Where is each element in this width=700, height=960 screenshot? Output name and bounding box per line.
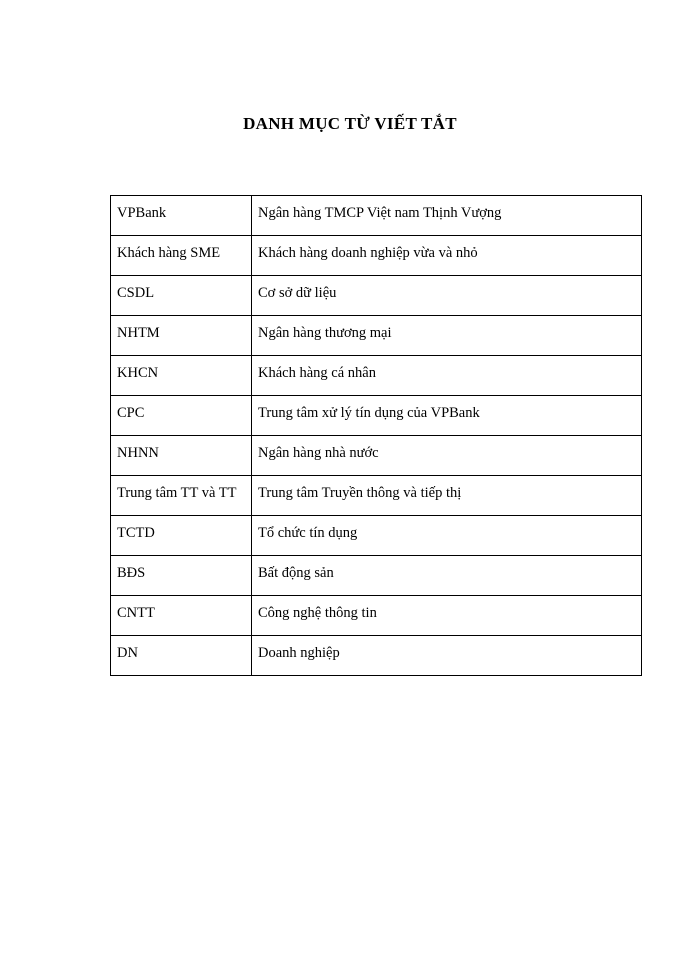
meaning-cell: Khách hàng doanh nghiệp vừa và nhỏ — [252, 236, 642, 276]
table-row — [111, 236, 642, 276]
abbreviation-cell: Khách hàng SME — [111, 236, 252, 276]
meaning-cell: Ngân hàng nhà nước — [252, 436, 642, 476]
meaning-cell: Cơ sở dữ liệu — [252, 276, 642, 316]
abbreviation-cell: CNTT — [111, 596, 252, 636]
table-row — [111, 316, 642, 356]
meaning-cell: Ngân hàng TMCP Việt nam Thịnh Vượng — [252, 196, 642, 236]
abbreviation-cell: Trung tâm TT và TT — [111, 476, 252, 516]
table-row — [111, 276, 642, 316]
meaning-cell: Bất động sản — [252, 556, 642, 596]
meaning-cell: Tổ chức tín dụng — [252, 516, 642, 556]
table-row — [111, 396, 642, 436]
table-row — [111, 436, 642, 476]
table-row — [111, 636, 642, 676]
table-row — [111, 556, 642, 596]
table-row — [111, 356, 642, 396]
meaning-cell: Công nghệ thông tin — [252, 596, 642, 636]
abbreviation-cell: CSDL — [111, 276, 252, 316]
abbreviation-table — [110, 195, 642, 676]
abbreviation-cell: BĐS — [111, 556, 252, 596]
abbreviation-cell: NHTM — [111, 316, 252, 356]
meaning-cell: Trung tâm Truyền thông và tiếp thị — [252, 476, 642, 516]
table-row — [111, 476, 642, 516]
abbreviation-cell: CPC — [111, 396, 252, 436]
abbreviation-cell: VPBank — [111, 196, 252, 236]
meaning-cell: Trung tâm xử lý tín dụng của VPBank — [252, 396, 642, 436]
abbreviation-cell: TCTD — [111, 516, 252, 556]
abbreviation-cell: NHNN — [111, 436, 252, 476]
meaning-cell: Doanh nghiệp — [252, 636, 642, 676]
abbreviation-cell: KHCN — [111, 356, 252, 396]
page-title: DANH MỤC TỪ VIẾT TẮT — [243, 114, 457, 133]
abbreviation-cell: DN — [111, 636, 252, 676]
table-row — [111, 516, 642, 556]
table-row — [111, 196, 642, 236]
table-row — [111, 596, 642, 636]
meaning-cell: Ngân hàng thương mại — [252, 316, 642, 356]
meaning-cell: Khách hàng cá nhân — [252, 356, 642, 396]
